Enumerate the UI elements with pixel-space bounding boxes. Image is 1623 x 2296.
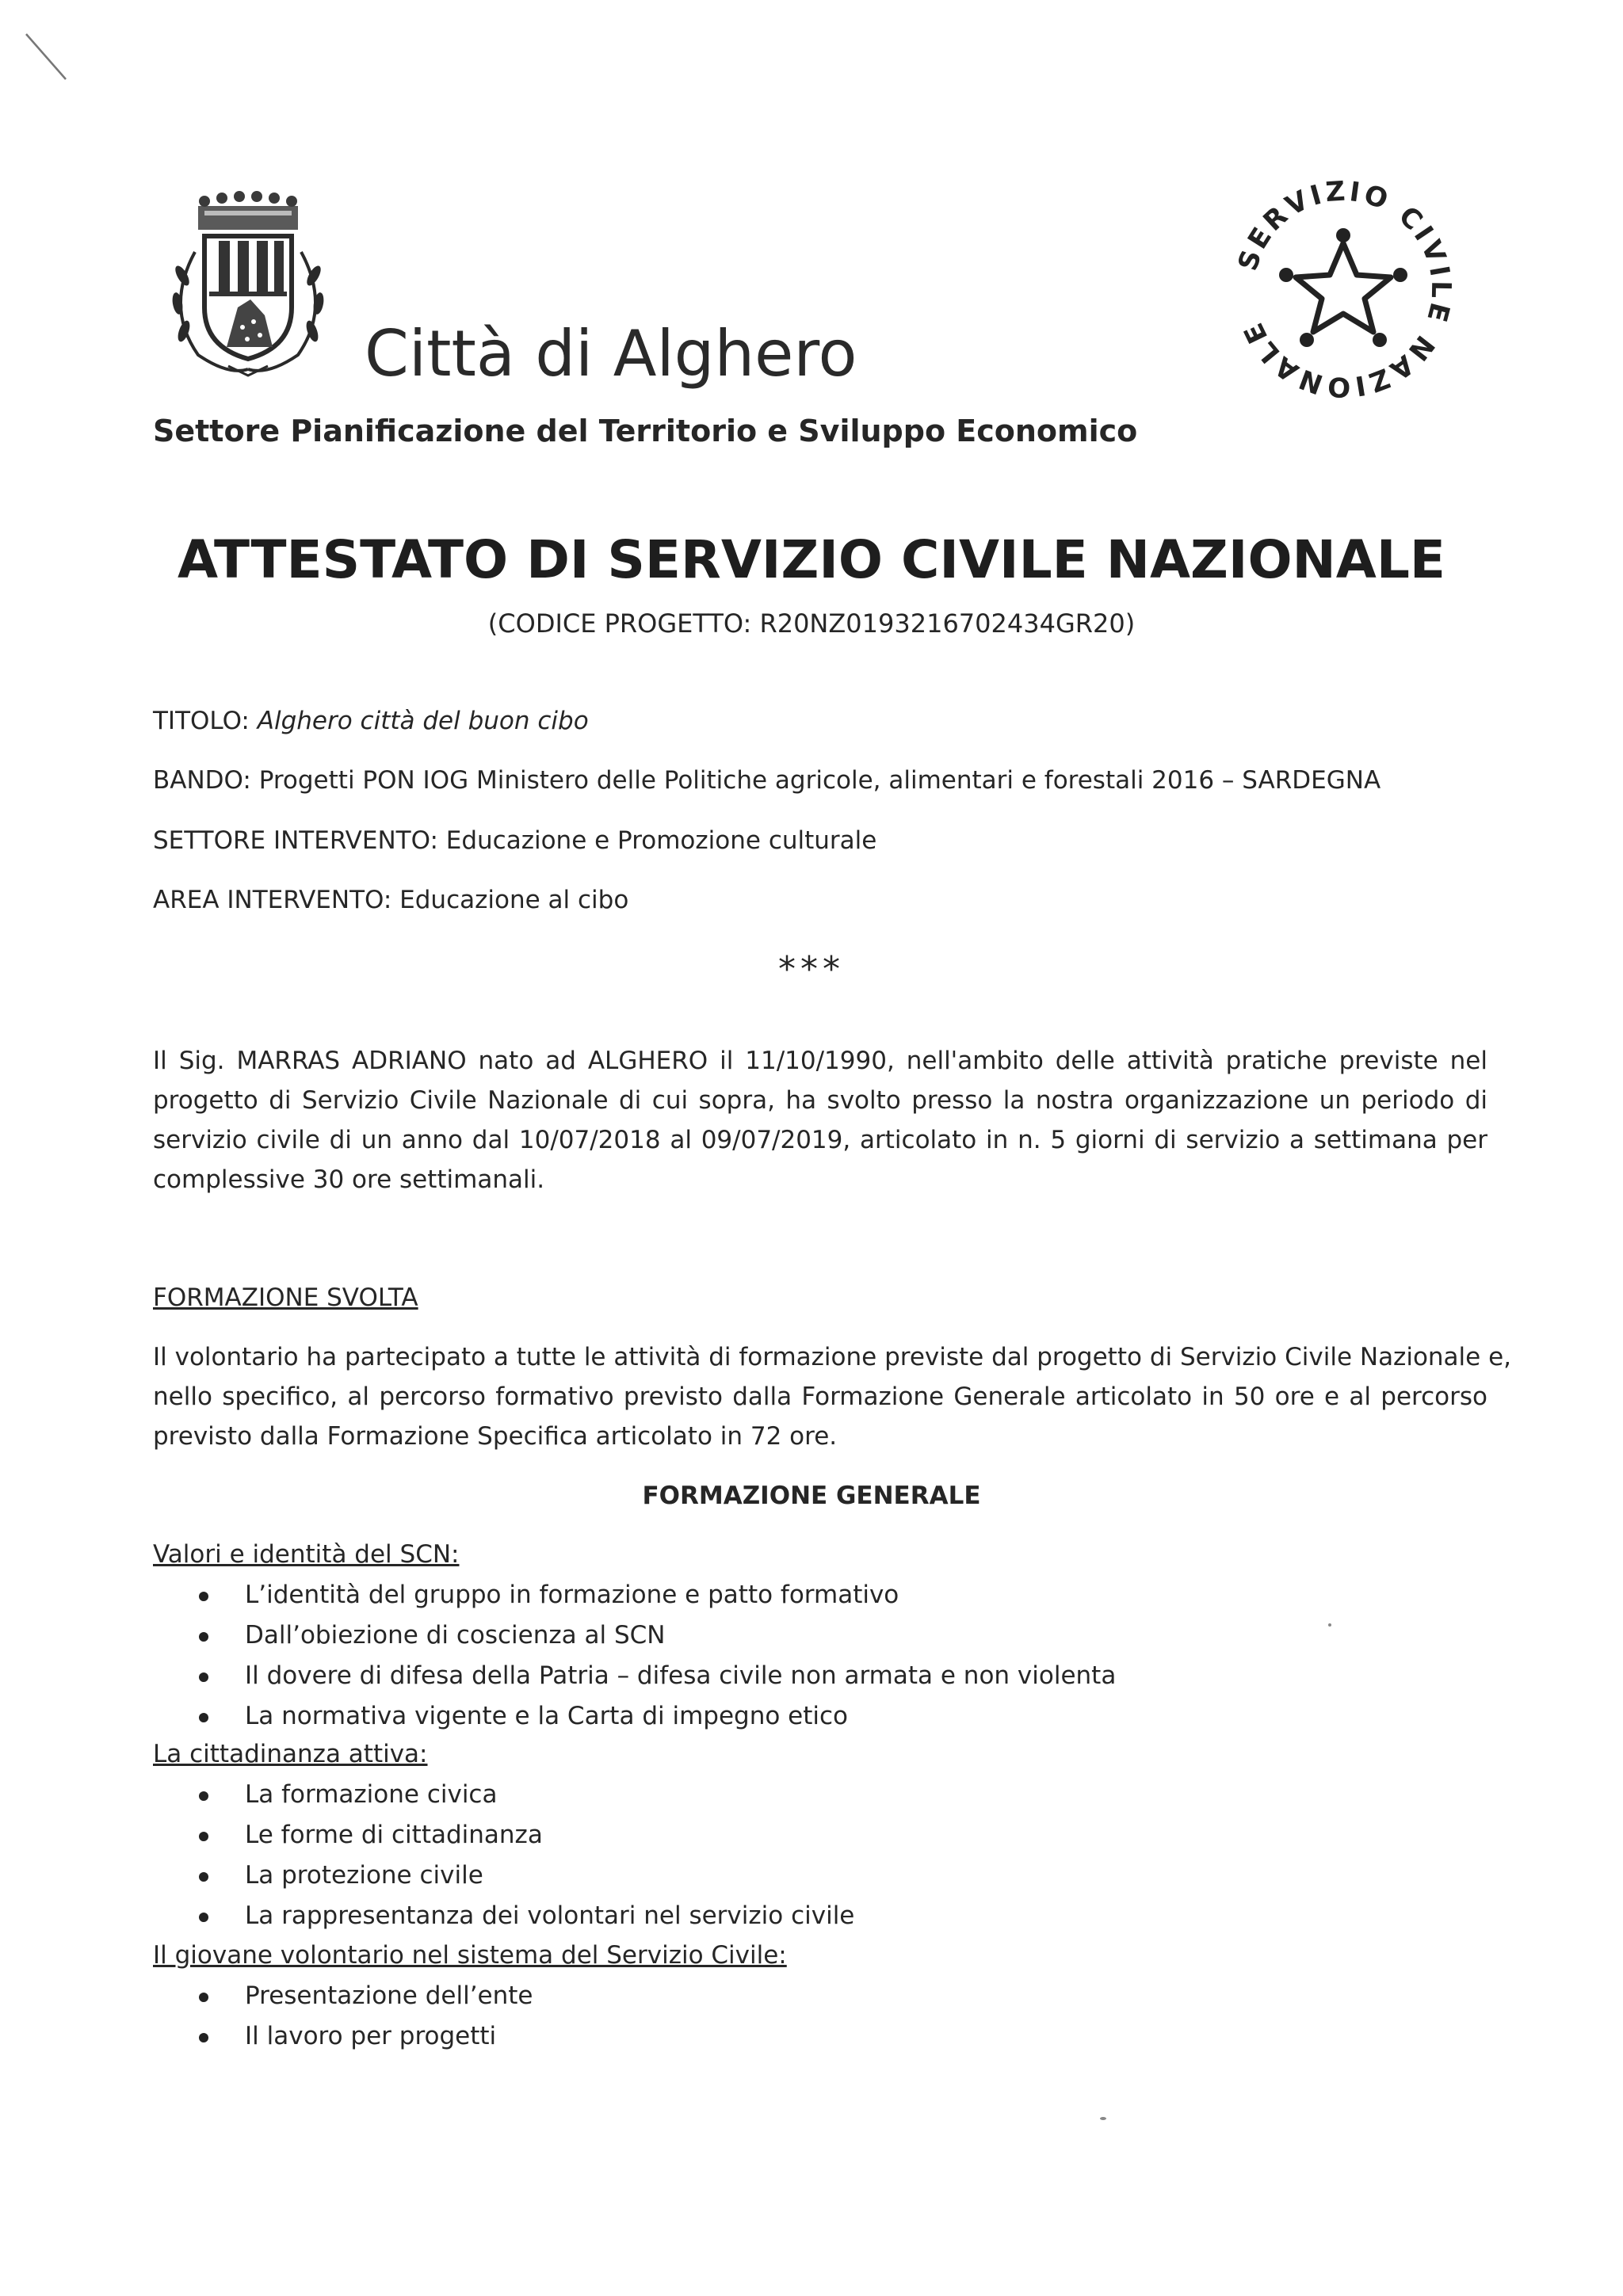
field-bando — [153, 766, 1381, 795]
intro-paragraph — [153, 1041, 1487, 1199]
alghero-coat-of-arms-icon — [149, 189, 347, 379]
field-settore-label: SETTORE INTERVENTO: — [153, 826, 438, 855]
bullet-dot — [199, 1872, 208, 1882]
sector-subtitle: Settore Pianificazione del Territorio e Sviluppo Economico — [153, 414, 1138, 448]
city-name: Città di Alghero — [365, 317, 857, 391]
training-heading: FORMAZIONE SVOLTA — [153, 1283, 418, 1312]
training-line: Il volontario ha partecipato a tutte le attività di formazione previste dal progetto di Servizio Civile Nazionale e, — [153, 1343, 1512, 1371]
field-settore — [153, 826, 876, 855]
list-item-text: Presentazione dell’ente — [245, 1981, 533, 2010]
bullet-dot — [199, 1632, 208, 1642]
field-area — [153, 886, 628, 914]
list-item-text: Il lavoro per progetti — [245, 2022, 497, 2050]
field-titolo-value: Alghero città del buon cibo — [257, 707, 589, 735]
intro-line: Il Sig. MARRAS ADRIANO nato ad ALGHERO il 11/10/1990, nell'ambito delle attività pratiche previste nel — [153, 1047, 1487, 1075]
separator-asterisks: *** — [778, 949, 845, 990]
field-area-label: AREA INTERVENTO: — [153, 886, 392, 914]
list-item-text: La normativa vigente e la Carta di impegno etico — [245, 1702, 849, 1730]
list-item-text: La protezione civile — [245, 1861, 483, 1890]
general-training-heading: FORMAZIONE GENERALE — [642, 1482, 981, 1510]
intro-line: progetto di Servizio Civile Nazionale di cui sopra, ha svolto presso la nostra organizzazione un periodo di — [153, 1086, 1487, 1115]
list-item-text: La formazione civica — [245, 1780, 498, 1809]
logo-ring-text: SERVIZIO CIVILE NAZIONALE — [1232, 175, 1457, 403]
list-item-text: Il dovere di difesa della Patria – difesa civile non armata e non violenta — [245, 1661, 1117, 1690]
field-bando-label: BANDO: — [153, 766, 251, 795]
project-code: (CODICE PROGETTO: R20NZ0193216702434GR20) — [487, 608, 1136, 639]
list-item-text: Le forme di cittadinanza — [245, 1821, 543, 1849]
intro-line: servizio civile di un anno dal 10/07/2018 al 09/07/2019, articolato in n. 5 giorni di servizio a settimana per — [153, 1126, 1487, 1154]
field-titolo-label: TITOLO: — [153, 707, 250, 735]
bullet-dot — [199, 1713, 208, 1722]
training-line: previsto dalla Formazione Specifica articolato in 72 ore. — [153, 1422, 838, 1451]
scan-speck — [1328, 1623, 1331, 1627]
bullet-dot — [199, 1993, 208, 2002]
scan-mark — [22, 30, 70, 86]
bullet-dot — [199, 1672, 208, 1682]
group-title: Valori e identità del SCN: — [153, 1540, 460, 1569]
training-line: nello specifico, al percorso formativo previsto dalla Formazione Generale articolato in 50 ore e al percorso — [153, 1383, 1487, 1411]
training-paragraph — [153, 1337, 1512, 1456]
bullet-dot — [199, 1592, 208, 1601]
bullet-dot — [199, 2033, 208, 2042]
bullet-dot — [199, 1913, 208, 1922]
bullet-dot — [199, 1832, 208, 1841]
list-item-text: La rappresentanza dei volontari nel servizio civile — [245, 1901, 855, 1930]
intro-line: complessive 30 ore settimanali. — [153, 1165, 545, 1194]
svg-text:SERVIZIO CIVILE NAZIONALE — [1232, 175, 1457, 402]
scan-speck — [1100, 2117, 1106, 2120]
field-area-value: Educazione al cibo — [399, 886, 629, 914]
list-item-text: Dall’obiezione di coscienza al SCN — [245, 1621, 666, 1650]
list-item-text: L’identità del gruppo in formazione e patto formativo — [245, 1581, 899, 1609]
field-titolo — [153, 707, 589, 735]
group-title: La cittadinanza attiva: — [153, 1740, 428, 1768]
bullet-dot — [199, 1791, 208, 1801]
field-settore-value: Educazione e Promozione culturale — [445, 826, 877, 855]
group-title: Il giovane volontario nel sistema del Servizio Civile: — [153, 1941, 787, 1970]
field-bando-value: Progetti PON IOG Ministero delle Politiche agricole, alimentari e forestali 2016 – SARDEGNA — [258, 766, 1381, 795]
document-title: ATTESTATO DI SERVIZIO CIVILE NAZIONALE — [177, 529, 1446, 590]
servizio-civile-nazionale-logo — [1224, 170, 1462, 408]
